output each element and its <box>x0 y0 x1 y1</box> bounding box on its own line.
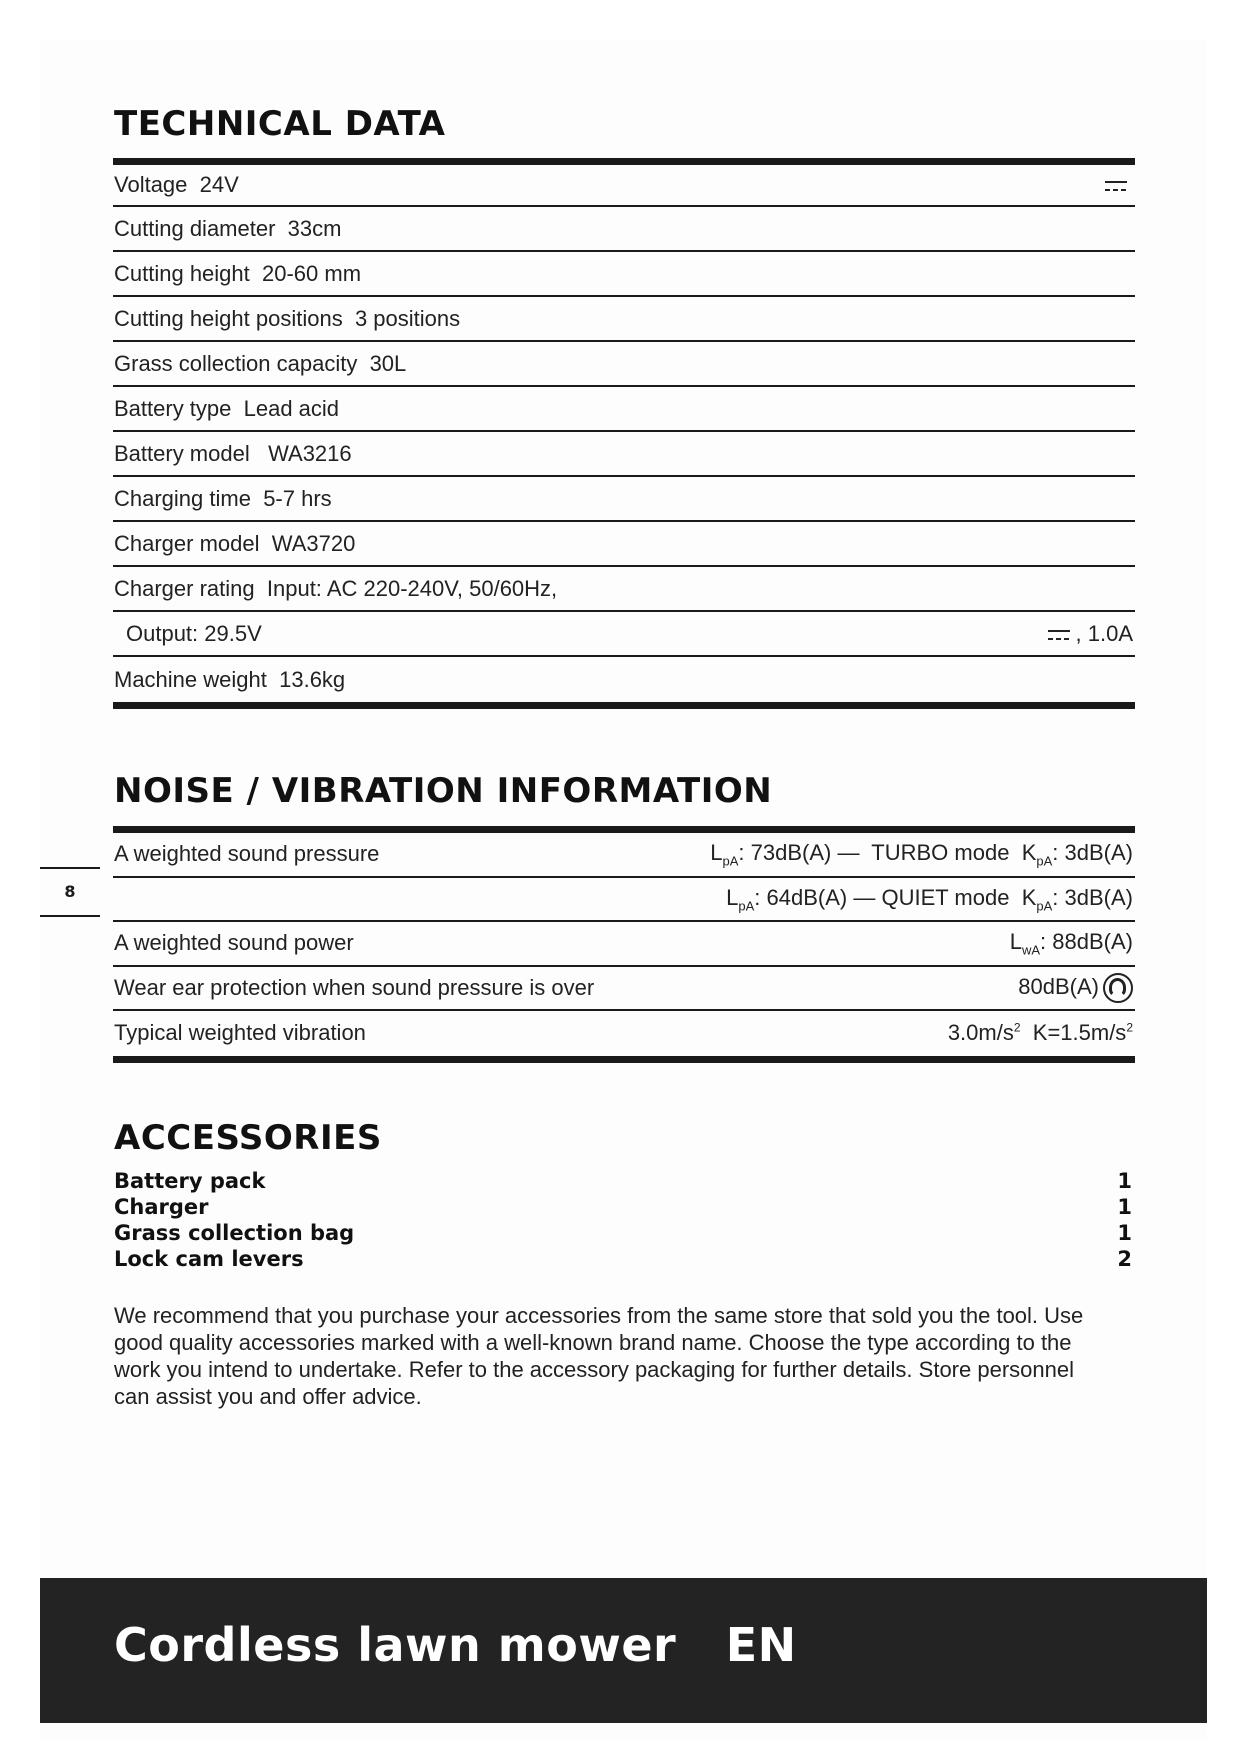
technical-data-title: TECHNICAL DATA <box>114 104 446 144</box>
footer-banner <box>40 1578 1207 1723</box>
row-label: Cutting diameter <box>114 215 276 241</box>
row-value: Lead acid <box>243 395 340 421</box>
row-label: Cutting height positions <box>114 305 343 331</box>
table-row <box>113 387 1135 432</box>
row-label: Machine weight <box>114 666 267 692</box>
table-row <box>113 878 1135 923</box>
row-label: Wear ear protection when sound pressure is over <box>114 974 595 1000</box>
table-row <box>113 967 1135 1012</box>
list-item: Charger 1 <box>114 1195 1132 1219</box>
row-value: 24V <box>199 172 239 197</box>
row-label: Battery type <box>114 395 232 421</box>
technical-data-table <box>113 158 1135 709</box>
list-item: Battery pack 1 <box>114 1169 1132 1193</box>
table-row <box>113 477 1135 522</box>
row-label: Output: 29.5V <box>126 620 262 646</box>
list-item: Grass collection bag 1 <box>114 1221 1132 1245</box>
row-label: Charging time <box>114 485 251 511</box>
table-row <box>113 252 1135 297</box>
row-label: A weighted sound pressure <box>114 841 380 867</box>
accessories-title: ACCESSORIES <box>114 1118 382 1158</box>
row-value: 13.6kg <box>279 666 346 692</box>
table-row <box>113 922 1135 967</box>
accessories-note: We recommend that you purchase your accessories from the same store that sold you the tool. Use good quality accessories marked with a well-known brand name. Choose the type according to the work you intend to undertake. Refer to the accessory packaging for further details. Store personnel can assist you and offer advice. <box>114 1303 1084 1409</box>
accessories-list <box>114 1168 1136 1272</box>
row-label: Voltage <box>114 172 188 197</box>
footer-title: Cordless lawn mower EN <box>114 1618 797 1672</box>
row-value: WA3720 <box>271 530 356 556</box>
row-label: Grass collection capacity <box>114 350 358 376</box>
row-value: , 1.0A <box>1075 620 1133 646</box>
list-item: Lock cam levers 2 <box>114 1247 1132 1271</box>
table-row <box>113 567 1135 612</box>
row-value: $3.0m/s^2$ $K=1.5m/s^2$ <box>947 1020 1133 1046</box>
table-row <box>113 1011 1135 1056</box>
table-row <box>113 612 1135 657</box>
row-value: Input: AC 220-240V, 50/60Hz, <box>266 575 558 601</box>
row-value: $L_{pA}$: 64dB(A) — QUIET mode $K_{pA}$: 3dB(A) <box>726 884 1133 913</box>
language-code: EN <box>725 1618 797 1672</box>
page-number: 8 <box>40 867 100 917</box>
row-value: WA3216 <box>268 440 352 466</box>
row-value: 3 positions <box>354 305 461 331</box>
row-value: $L_{pA}$: 73dB(A) — TURBO mode $K_{pA}$: 3dB(A) <box>710 840 1133 869</box>
noise-vibration-title: NOISE / VIBRATION INFORMATION <box>114 771 773 811</box>
row-value: 5-7 hrs <box>263 485 332 511</box>
row-label: Charger rating <box>114 575 255 601</box>
row-label: A weighted sound power <box>114 930 354 956</box>
table-row <box>113 297 1135 342</box>
row-label: Charger model <box>114 530 260 556</box>
table-row <box>113 432 1135 477</box>
table-row <box>113 207 1135 252</box>
row-value: 20-60 mm <box>262 260 362 286</box>
row-value: $L_{wA}$: 88dB(A) <box>1009 929 1133 958</box>
row-value: 33cm <box>287 215 342 241</box>
row-label: Typical weighted vibration <box>114 1020 366 1046</box>
row-label: Battery model <box>114 440 250 466</box>
dc-symbol-icon <box>1048 630 1070 640</box>
ear-protection-icon <box>1103 973 1133 1003</box>
noise-vibration-table <box>113 826 1135 1063</box>
row-value: 80dB(A) <box>1018 973 1133 1003</box>
table-row <box>113 657 1135 702</box>
table-row <box>113 342 1135 387</box>
dc-symbol-icon <box>1105 181 1127 191</box>
table-row <box>113 522 1135 567</box>
row-label: Cutting height <box>114 260 250 286</box>
row-value: 30L <box>369 350 407 376</box>
table-row <box>113 165 1135 207</box>
table-row <box>113 833 1135 878</box>
